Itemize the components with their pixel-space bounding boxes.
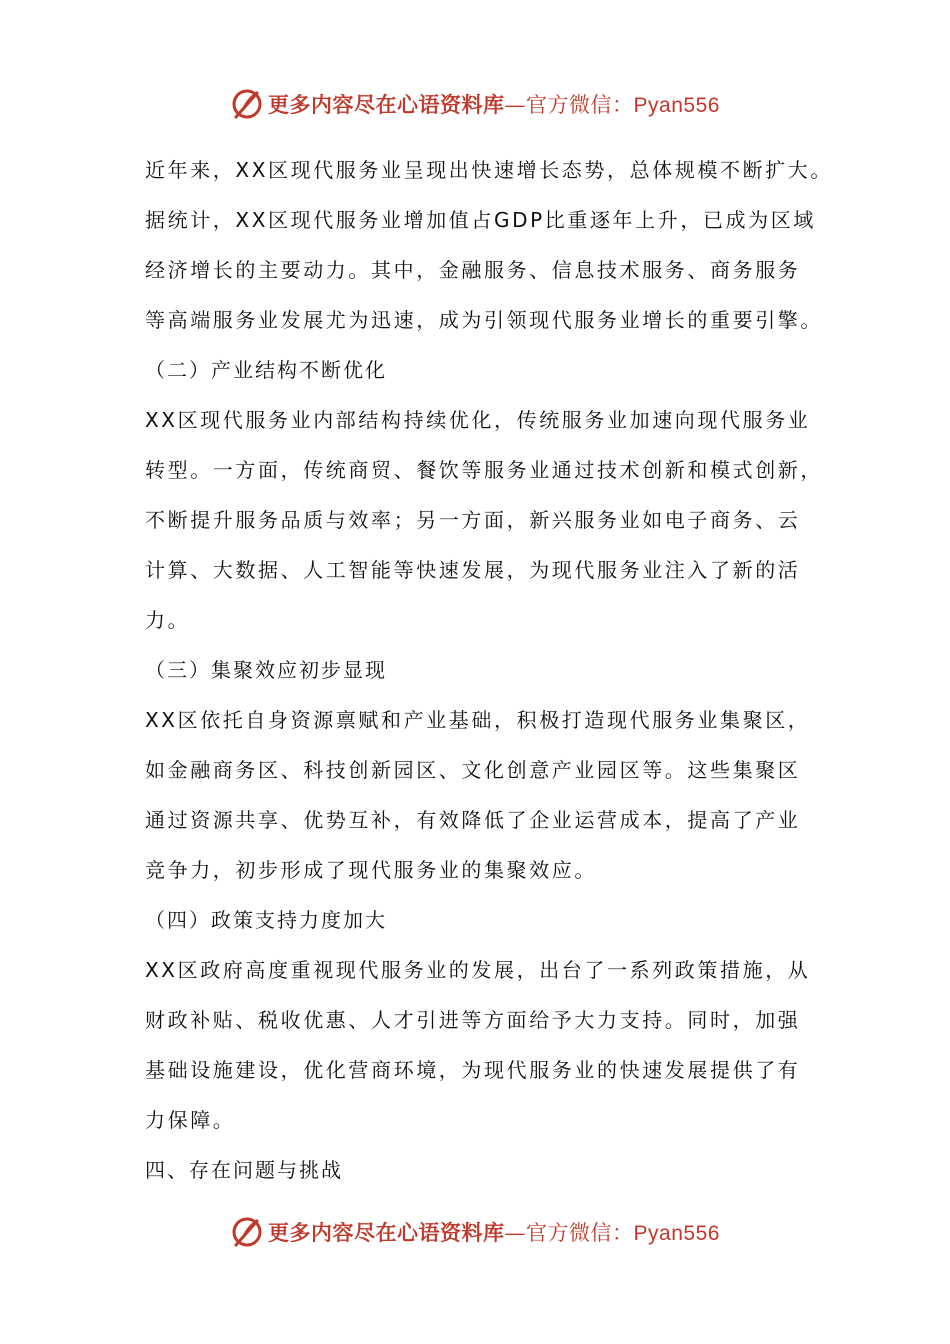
document-body: [145, 145, 834, 1195]
banner-wechat-id: Pyan556: [633, 1222, 720, 1245]
section-heading: （四）政策支持力度加大: [145, 908, 387, 932]
banner-separator: —: [504, 93, 527, 117]
banner-brand: 更多内容尽在心语资料库: [268, 1220, 505, 1245]
paragraph-line: 基础设施建设，优化营商环境，为现代服务业的快速发展提供了有: [145, 1058, 801, 1082]
paragraph-line: 近年来，XX区现代服务业呈现出快速增长态势，总体规模不断扩大。: [145, 158, 834, 182]
paragraph-line: 等高端服务业发展尤为迅速，成为引领现代服务业增长的重要引擎。: [145, 308, 823, 332]
paragraph-line: 转型。一方面，传统商贸、餐饮等服务业通过技术创新和模式创新，: [145, 458, 823, 482]
section-heading: （三）集聚效应初步显现: [145, 658, 387, 682]
paragraph-line: 如金融商务区、科技创新园区、文化创意产业园区等。这些集聚区: [145, 758, 801, 782]
paragraph-line: XX区政府高度重视现代服务业的发展，出台了一系列政策措施，从: [145, 958, 811, 982]
header-banner-text: [268, 89, 720, 119]
paragraph-line: XX区依托自身资源禀赋和产业基础，积极打造现代服务业集聚区，: [145, 708, 811, 732]
banner-wechat-label: 官方微信：: [526, 1221, 634, 1245]
quill-pen-logo-icon: [230, 87, 264, 121]
paragraph-line: 竞争力，初步形成了现代服务业的集聚效应。: [145, 858, 597, 882]
footer-watermark-banner: [0, 1212, 950, 1252]
paragraph-line: 通过资源共享、优势互补，有效降低了企业运营成本，提高了产业: [145, 808, 801, 832]
paragraph-line: 据统计，XX区现代服务业增加值占GDP比重逐年上升，已成为区域: [145, 208, 816, 232]
banner-wechat-label: 官方微信：: [526, 93, 634, 117]
banner-wechat-id: Pyan556: [633, 94, 720, 117]
paragraph-line: XX区现代服务业内部结构持续优化，传统服务业加速向现代服务业: [145, 408, 811, 432]
paragraph-line: 力。: [145, 608, 191, 632]
section-heading: （二）产业结构不断优化: [145, 358, 387, 382]
section-heading: 四、存在问题与挑战: [145, 1158, 343, 1182]
paragraph-line: 计算、大数据、人工智能等快速发展，为现代服务业注入了新的活: [145, 558, 801, 582]
quill-pen-logo-icon: [230, 1215, 264, 1249]
header-watermark-banner: [0, 84, 950, 124]
paragraph-line: 经济增长的主要动力。其中，金融服务、信息技术服务、商务服务: [145, 258, 801, 282]
paragraph-line: 不断提升服务品质与效率；另一方面，新兴服务业如电子商务、云: [145, 508, 801, 532]
footer-banner-text: [268, 1217, 720, 1247]
banner-brand: 更多内容尽在心语资料库: [268, 92, 505, 117]
paragraph-line: 财政补贴、税收优惠、人才引进等方面给予大力支持。同时，加强: [145, 1008, 801, 1032]
paragraph-line: 力保障。: [145, 1108, 236, 1132]
banner-separator: —: [504, 1221, 527, 1245]
